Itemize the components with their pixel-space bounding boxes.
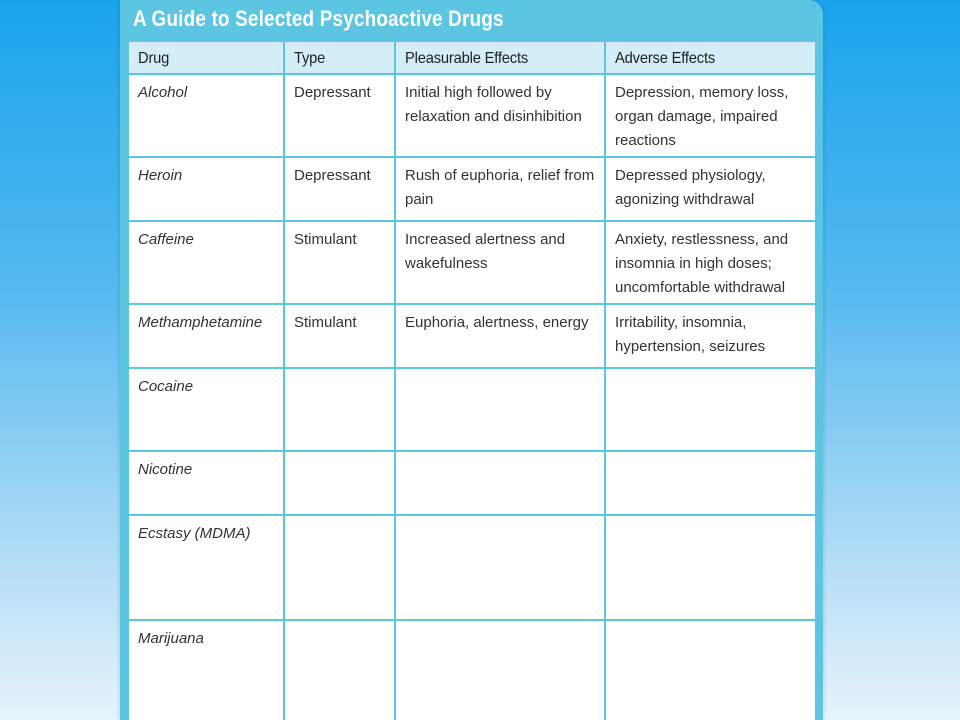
- table-row: [128, 620, 816, 720]
- table-row: [128, 74, 816, 157]
- adverse-effects-cell: [605, 620, 816, 720]
- drug-table: [127, 40, 817, 720]
- pleasurable-effects-cell: Rush of euphoria, relief from pain: [395, 157, 605, 221]
- drug-cell: Alcohol: [128, 74, 284, 157]
- pleasurable-effects-cell: Euphoria, alertness, energy: [395, 304, 605, 368]
- table-row: [128, 221, 816, 304]
- type-cell: [284, 515, 395, 620]
- pleasurable-effects-cell: [395, 620, 605, 720]
- adverse-effects-cell: [605, 368, 816, 451]
- table-row: [128, 157, 816, 221]
- drug-cell: Caffeine: [128, 221, 284, 304]
- pleasurable-effects-cell: [395, 515, 605, 620]
- adverse-effects-cell: [605, 515, 816, 620]
- pleasurable-effects-cell: Increased alertness and wakefulness: [395, 221, 605, 304]
- pleasurable-effects-cell: [395, 368, 605, 451]
- drug-cell: Ecstasy (MDMA): [128, 515, 284, 620]
- type-cell: Depressant: [284, 157, 395, 221]
- drug-cell: Cocaine: [128, 368, 284, 451]
- guide-panel: [120, 0, 823, 720]
- table-row: [128, 304, 816, 368]
- table-row: [128, 515, 816, 620]
- column-header-adverse-effects: Adverse Effects: [605, 41, 816, 74]
- pleasurable-effects-cell: [395, 451, 605, 515]
- adverse-effects-cell: [605, 451, 816, 515]
- type-cell: [284, 620, 395, 720]
- column-header-drug: Drug: [128, 41, 284, 74]
- pleasurable-effects-cell: Initial high followed by relaxation and disinhibition: [395, 74, 605, 157]
- drug-table-container: [127, 40, 815, 720]
- column-header-pleasurable-effects: Pleasurable Effects: [395, 41, 605, 74]
- type-cell: [284, 451, 395, 515]
- adverse-effects-cell: Depressed physiology, agonizing withdrawal: [605, 157, 816, 221]
- type-cell: Stimulant: [284, 304, 395, 368]
- adverse-effects-cell: Irritability, insomnia, hypertension, seizures: [605, 304, 816, 368]
- adverse-effects-cell: Depression, memory loss, organ damage, impaired reactions: [605, 74, 816, 157]
- type-cell: Depressant: [284, 74, 395, 157]
- type-cell: [284, 368, 395, 451]
- drug-cell: Heroin: [128, 157, 284, 221]
- type-cell: Stimulant: [284, 221, 395, 304]
- table-header-row: [128, 41, 816, 74]
- column-header-type: Type: [284, 41, 395, 74]
- guide-title: A Guide to Selected Psychoactive Drugs: [133, 6, 504, 31]
- drug-cell: Marijuana: [128, 620, 284, 720]
- drug-cell: Methamphetamine: [128, 304, 284, 368]
- table-row: [128, 368, 816, 451]
- table-row: [128, 451, 816, 515]
- drug-cell: Nicotine: [128, 451, 284, 515]
- adverse-effects-cell: Anxiety, restlessness, and insomnia in high doses; uncomfortable withdrawal: [605, 221, 816, 304]
